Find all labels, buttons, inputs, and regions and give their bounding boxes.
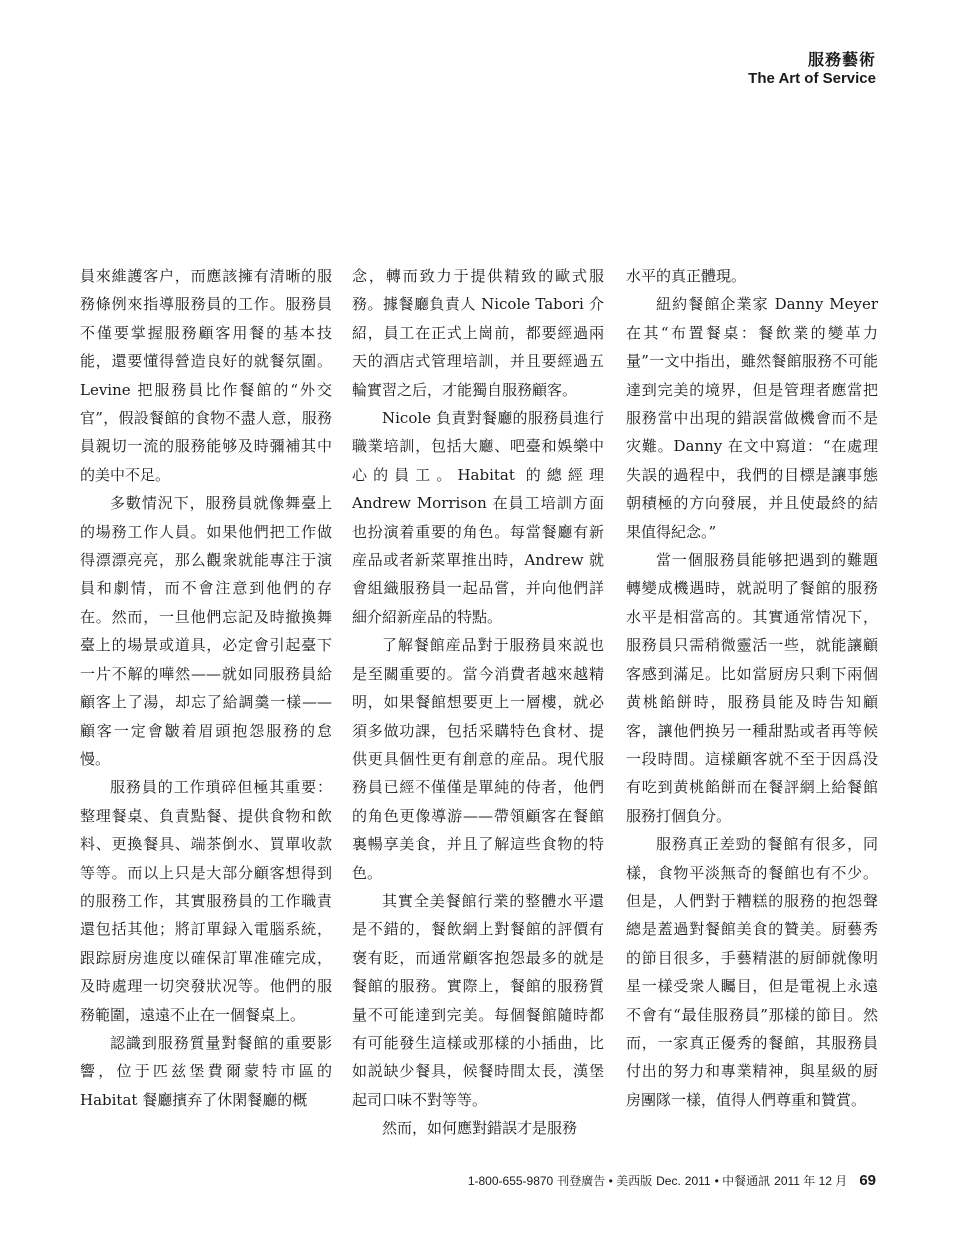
running-header — [748, 50, 876, 88]
page-footer — [468, 1172, 876, 1189]
paragraph: Nicole 負責對餐廳的服務員進行職業培訓，包括大廳、吧臺和娛樂中心的員工。Habitat 的總經理 Andrew Morrison 在員工培訓方面也扮演着重要的角色。每當餐廳有新産品或者新菜單推出時，Andrew 就會組織服務員一起品嘗，并向他們詳細介紹新産品的特點。 — [352, 409, 604, 626]
paragraph: 認識到服務質量對餐館的重要影響，位于匹兹堡費爾蒙特市區的 Habitat 餐廳擯弃了休閑餐廳的概 — [80, 1033, 332, 1109]
paragraph: 多數情況下，服務員就像舞臺上的場務工作人員。如果他們把工作做得漂漂亮亮，那么觀衆就能專注于演員和劇情，而不會注意到他們的存在。然而，一旦他們忘記及時撤換舞臺上的場景或道具，必定會引起臺下一片不解的嘩然——就如同服務員給顧客上了湯，却忘了給調羹一樣——顧客一定會皺着眉頭抱怨服務的怠慢。 — [80, 494, 332, 768]
section-title-zh: 服務藝術 — [807, 50, 876, 69]
section-title-en: The Art of Service — [748, 70, 876, 87]
text-column-1 — [80, 262, 332, 1114]
paragraph: 了解餐館産品對于服務員來説也是至關重要的。當今消費者越來越精明，如果餐館想要更上一層樓，就必須多做功課，包括采購特色食材、提供更具個性更有創意的産品。現代服務員已經不僅僅是單純的侍者，他們的角色更像導游——帶領顧客在餐館裏暢享美食，并且了解這些食物的特色。 — [352, 636, 604, 882]
paragraph: 紐約餐館企業家 Danny Meyer 在其“布置餐桌：餐飲業的變革力量”一文中指出，雖然餐館服務不可能達到完美的境界，但是管理者應當把服務當中出現的錯誤當做機會而不是灾難。Danny 在文中寫道：“在處理失誤的過程中，我們的目標是讓事態朝積極的方向發展，并且使最終的結果值得紀念。” — [626, 295, 878, 541]
footer-month: Dec. — [656, 1174, 681, 1188]
footer-date-zh: 2011 年 12 月 — [774, 1174, 848, 1188]
footer-year: 2011 — [684, 1174, 711, 1188]
paragraph: 其實全美餐館行業的整體水平還是不錯的，餐飲網上對餐館的評價有褒有貶，而通常顧客抱怨最多的就是餐館的服務。實際上，餐館的服務質量不可能達到完美。每個餐館隨時都有可能發生這樣或那樣的小插曲，比如説缺少餐具，候餐時間太長，漢堡起司口味不對等等。 — [352, 891, 604, 1109]
page-number: 69 — [859, 1172, 876, 1189]
text-column-3 — [626, 262, 878, 1114]
text-column-2 — [352, 262, 604, 1143]
paragraph: 念，轉而致力于提供精致的歐式服務。據餐廳負責人 Nicole Tabori 介紹，員工在正式上崗前，都要經過兩天的酒店式管理培訓，并且要經過五輪實習之后，才能獨自服務顧客。 — [352, 267, 604, 399]
paragraph: 服務員的工作瑣碎但極其重要：整理餐桌、負責點餐、提供食物和飲料、更換餐具、端茶倒水、買單收款等等。而以上只是大部分顧客想得到的服務工作，其實服務員的工作職責還包括其他；將訂單録入電腦系統，跟踪厨房進度以確保訂單准確完成，及時處理一切突發狀况等。他們的服務範圍，遠遠不止在一個餐桌上。 — [80, 778, 332, 1024]
paragraph: 當一個服務員能够把遇到的難題轉變成機遇時，就説明了餐館的服務水平是相當高的。其實通常情况下，服務員只需稍微靈活一些，就能讓顧客感到滿足。比如當厨房只剩下兩個黄桃餡餅時，服務員能及時告知顧客，讓他們换另一種甜點或者再等候一段時間。這樣顧客就不至于因爲没有吃到黄桃餡餅而在餐評網上給餐館服務打個負分。 — [626, 551, 878, 825]
footer-ad-label: 刊登廣告 • 美西版 — [557, 1174, 653, 1188]
paragraph: 水平的真正體現。 — [626, 267, 747, 285]
footer-magazine: • 中餐通訊 — [714, 1174, 771, 1188]
paragraph: 服務真正差勁的餐館有很多，同樣，食物平淡無奇的餐館也有不少。但是，人們對于糟糕的服務的抱怨聲總是蓋過對餐館美食的贊美。厨藝秀的節目很多，手藝精湛的厨師就像明星一樣受衆人矚目，但是電視上永遠不會有“最佳服務員”那樣的節目。然而，一家真正優秀的餐館，其服務員付出的努力和專業精神，與星級的厨房團隊一樣，值得人們尊重和贊賞。 — [626, 835, 878, 1109]
footer-phone: 1-800-655-9870 — [467, 1174, 554, 1188]
paragraph: 然而，如何應對錯誤才是服務 — [382, 1119, 578, 1138]
paragraph: 員來維護客户，而應該擁有清晰的服務條例來指導服務員的工作。服務員不僅要掌握服務顧客用餐的基本技能，還要懂得營造良好的就餐氛圍。Levine 把服務員比作餐館的“外交官”，假設餐館的食物不盡人意，服務員親切一流的服務能够及時彌補其中的美中不足。 — [80, 267, 332, 484]
